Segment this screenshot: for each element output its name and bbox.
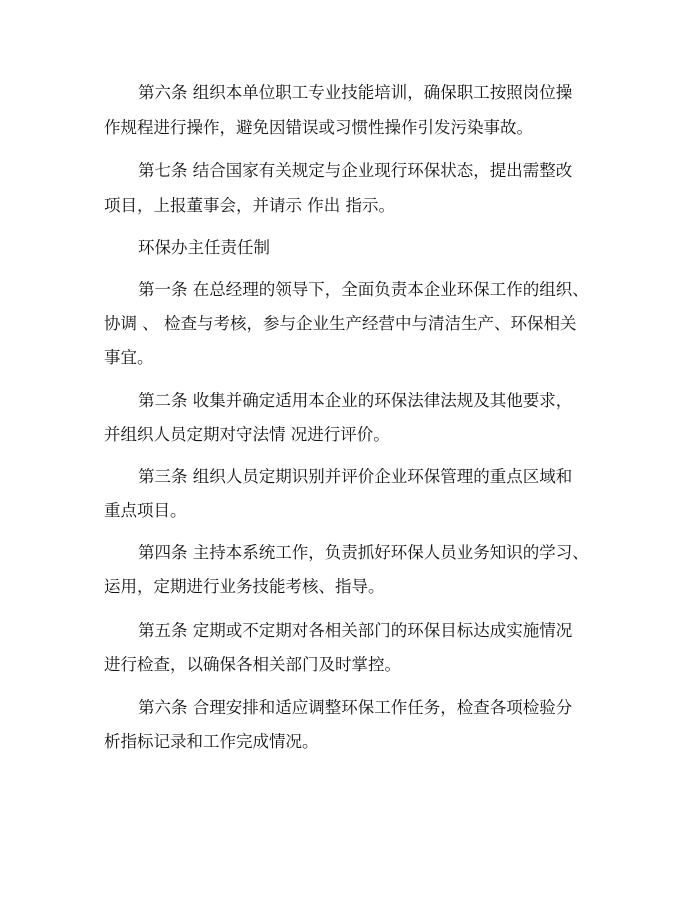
paragraph-line: 第七条 结合国家有关规定与企业现行环保状态，提出需整改: [138, 161, 573, 180]
section-heading: 环保办主任责任制: [138, 238, 270, 257]
paragraph-line: 第六条 组织本单位职工专业技能培训，确保职工按照岗位操: [138, 83, 573, 102]
paragraph-line: 作规程进行操作，避免因错误或习惯性操作引发污染事故。: [104, 118, 533, 137]
paragraph-line: 第一条 在总经理的领导下，全面负责本企业环保工作的组织、: [138, 280, 589, 299]
paragraph-line: 运用，定期进行业务技能考核、指导。: [104, 577, 385, 596]
paragraph-line: 事宜。: [104, 348, 154, 367]
paragraph-line: 协调 、 检查与考核，参与企业生产经营中与清洁生产、环保相关: [104, 314, 577, 333]
paragraph-line: 第二条 收集并确定适用本企业的环保法律法规及其他要求，: [138, 391, 573, 410]
paragraph-line: 第三条 组织人员定期识别并评价企业环保管理的重点区域和: [138, 467, 573, 486]
paragraph-line: 进行检查，以确保各相关部门及时掌控。: [104, 655, 401, 674]
paragraph-line: 项目，上报董事会，并请示 作出 指示。: [104, 196, 395, 215]
paragraph-line: 并组织人员定期对守法情 况进行评价。: [104, 425, 390, 444]
paragraph-line: 第四条 主持本系统工作，负责抓好环保人员业务知识的学习、: [138, 543, 589, 562]
paragraph-line: 第五条 定期或不定期对各相关部门的环保目标达成实施情况: [138, 621, 573, 640]
paragraph-line: 重点项目。: [104, 501, 187, 520]
paragraph-line: 析指标记录和工作完成情况。: [104, 732, 319, 751]
paragraph-line: 第六条 合理安排和适应调整环保工作任务，检查各项检验分: [138, 698, 573, 717]
